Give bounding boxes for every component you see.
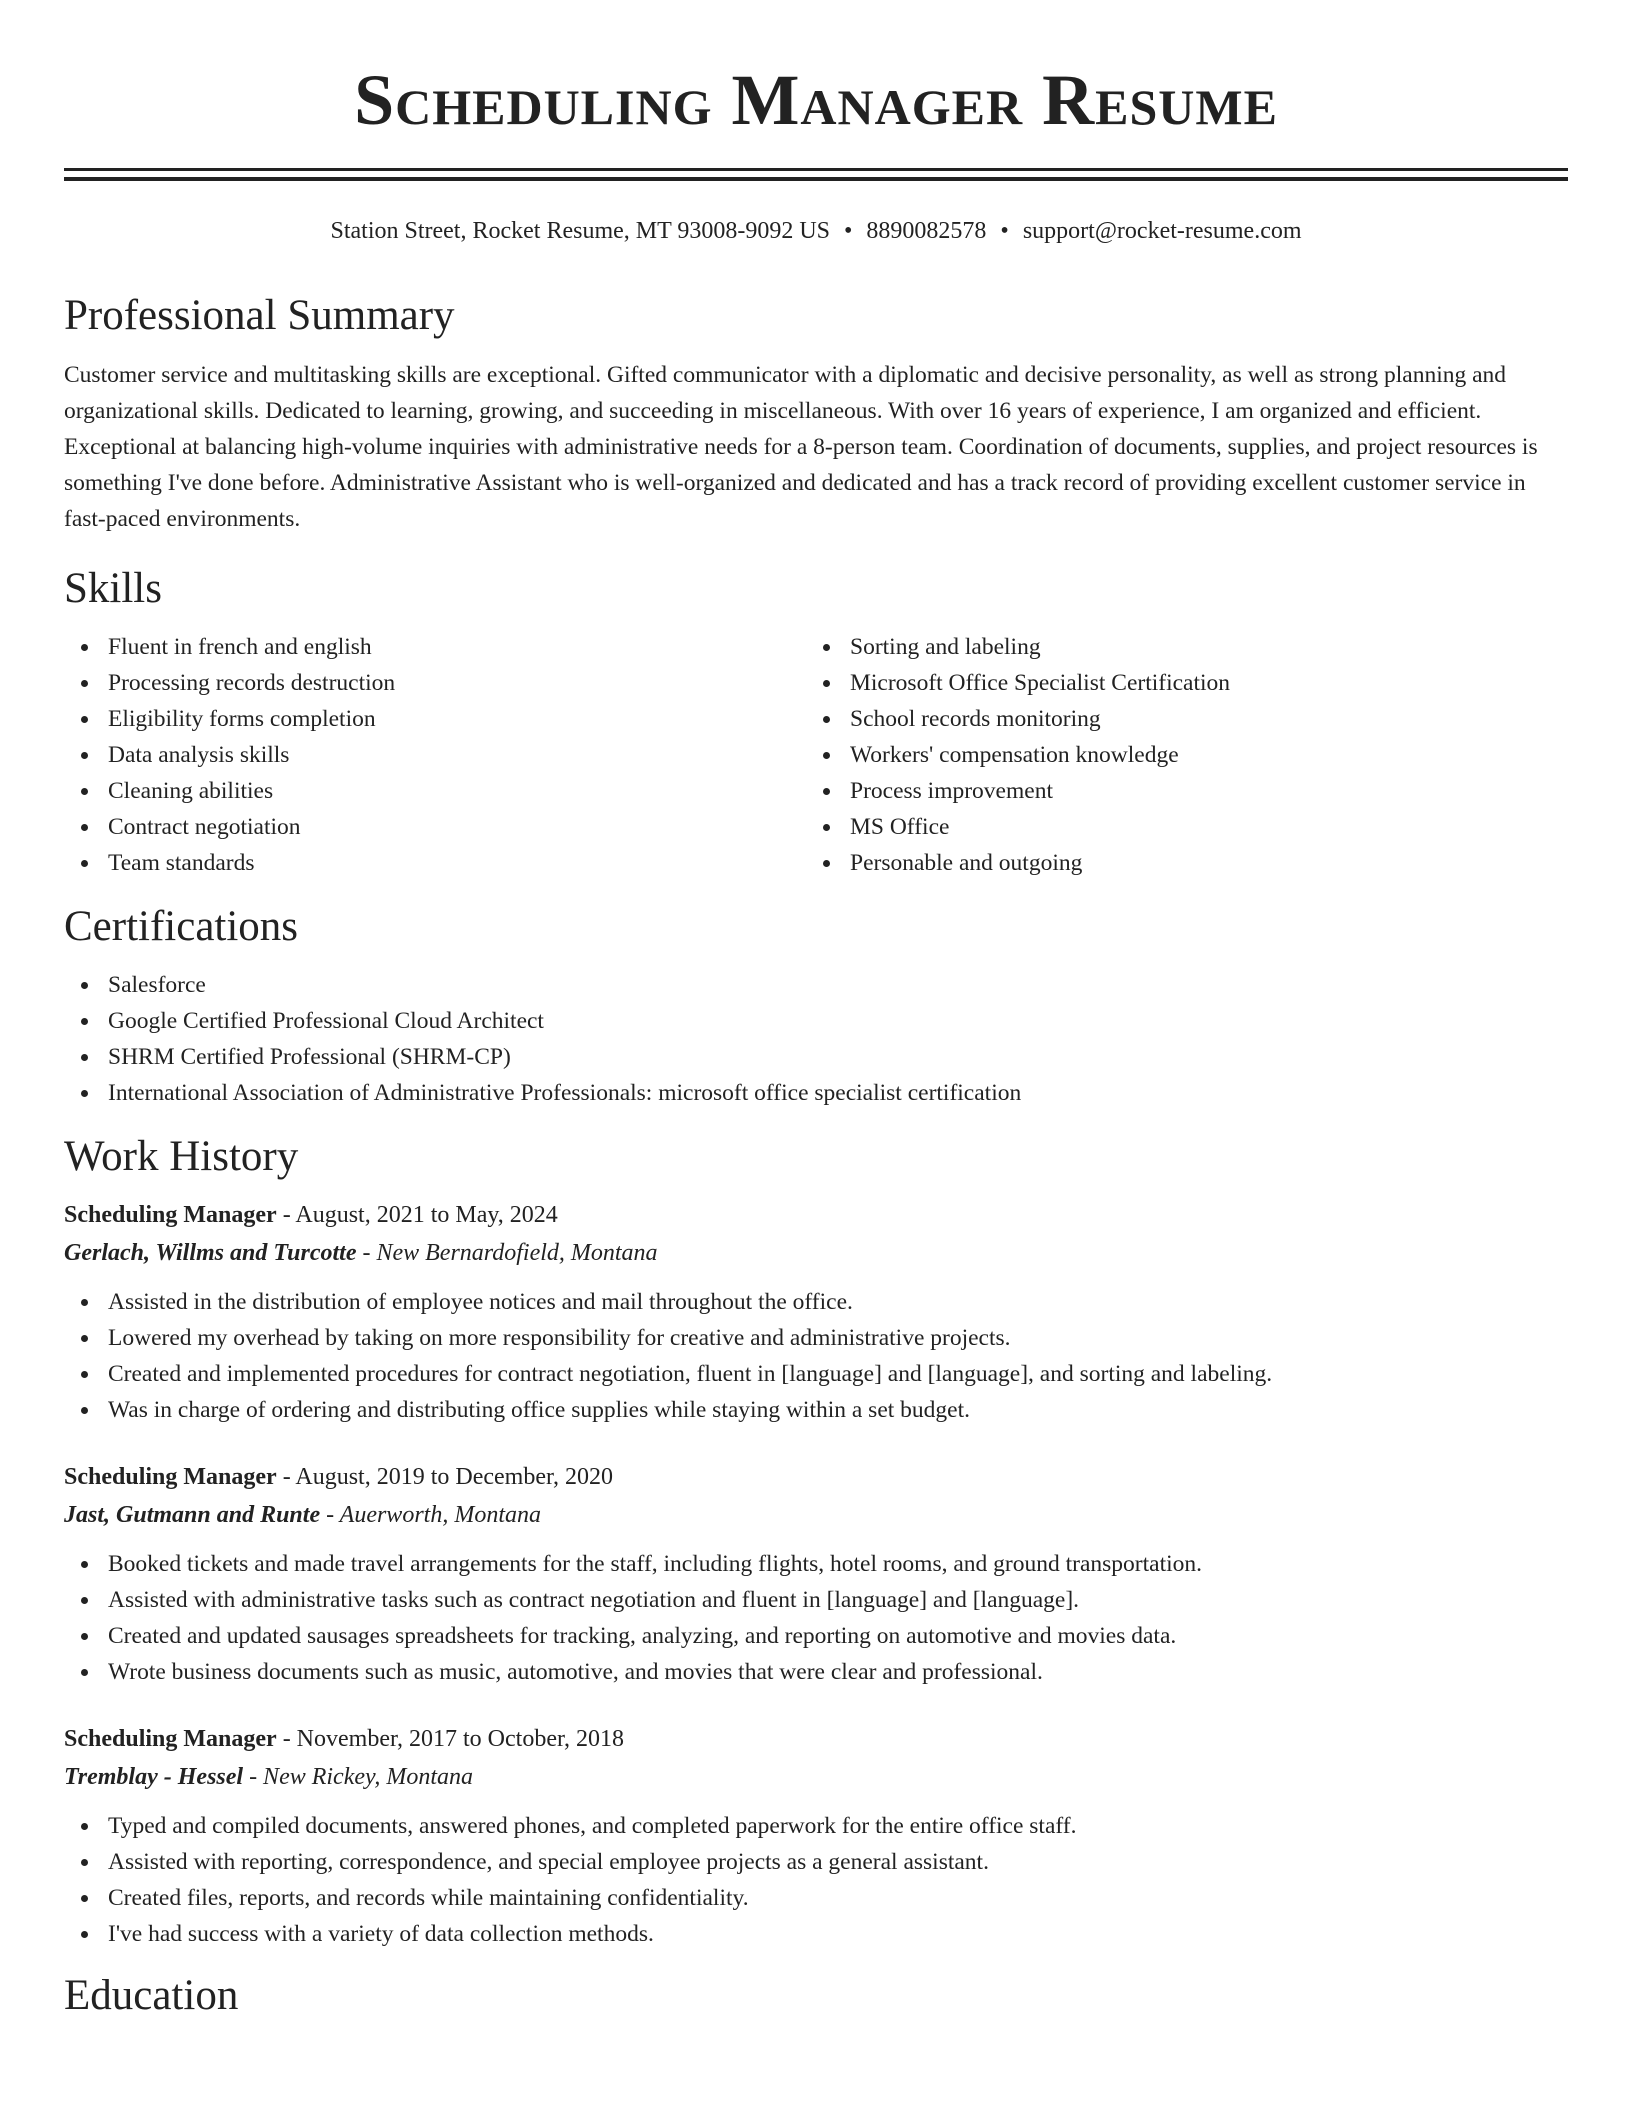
certification-item: International Association of Administrative Professionals: microsoft office specialist certification xyxy=(64,1075,1568,1111)
job-company: Gerlach, Willms and Turcotte xyxy=(64,1240,357,1267)
title-divider-thin xyxy=(64,168,1568,171)
job-location: - Auerworth, Montana xyxy=(320,1502,541,1529)
job-dates: - August, 2019 to December, 2020 xyxy=(276,1464,614,1491)
contact-phone: 8890082578 xyxy=(866,218,987,244)
skill-item: Process improvement xyxy=(806,773,1548,809)
job-duties xyxy=(64,1546,1568,1690)
contact-email: support@rocket-resume.com xyxy=(1022,218,1302,244)
job-entry xyxy=(64,1196,1568,1428)
skills-column-left xyxy=(64,629,806,881)
skill-item: Processing records destruction xyxy=(64,665,806,701)
skill-item: Eligibility forms completion xyxy=(64,701,806,737)
section-heading-skills: Skills xyxy=(64,565,162,613)
job-title: Scheduling Manager xyxy=(64,1464,277,1491)
job-duty-item: Created files, reports, and records while maintaining confidentiality. xyxy=(64,1880,1568,1916)
title-divider-thick xyxy=(64,177,1568,181)
skill-item: Data analysis skills xyxy=(64,737,806,773)
job-dates: - November, 2017 to October, 2018 xyxy=(276,1726,625,1753)
contact-separator: • xyxy=(1000,218,1009,244)
job-company: Jast, Gutmann and Runte xyxy=(64,1502,321,1529)
job-title: Scheduling Manager xyxy=(64,1202,277,1229)
job-duty-item: Assisted in the distribution of employee notices and mail throughout the office. xyxy=(64,1284,1568,1320)
job-duty-item: Lowered my overhead by taking on more responsibility for creative and administrative projects. xyxy=(64,1320,1568,1356)
skill-item: Microsoft Office Specialist Certification xyxy=(806,665,1548,701)
job-duty-item: Booked tickets and made travel arrangements for the staff, including flights, hotel rooms, and ground transportation. xyxy=(64,1546,1568,1582)
job-duties xyxy=(64,1808,1568,1952)
section-heading-work-history: Work History xyxy=(64,1132,299,1180)
skill-item: Workers' compensation knowledge xyxy=(806,737,1548,773)
job-company-line xyxy=(64,1758,1568,1796)
job-duty-item: Typed and compiled documents, answered phones, and completed paperwork for the entire office staff. xyxy=(64,1808,1568,1844)
contact-address: Station Street, Rocket Resume, MT 93008-9092 US xyxy=(330,218,831,244)
page-title: Scheduling Manager Resume xyxy=(354,60,1278,140)
summary-text: Customer service and multitasking skills are exceptional. Gifted communicator with a diplomatic and decisive personality, as well as strong planning and organizational skills. Dedicated to learning, growing, and succeeding in miscellaneous. With over 16 years of experience, I am organized and efficient. Exceptional at balancing high-volume inquiries with administrative needs for a 8-person team. Coordination of documents, supplies, and project resources is something I've done before. Administrative Assistant who is well-organized and dedicated and has a track record of providing excellent customer service in fast-paced environments. xyxy=(64,362,1538,533)
job-duty-item: Created and implemented procedures for contract negotiation, fluent in [language] and [language], and sorting and labeling. xyxy=(64,1356,1568,1392)
job-duty-item: Assisted with administrative tasks such as contract negotiation and fluent in [language] and [language]. xyxy=(64,1582,1568,1618)
job-duty-item: I've had success with a variety of data collection methods. xyxy=(64,1916,1568,1952)
job-title: Scheduling Manager xyxy=(64,1726,277,1753)
skill-item: MS Office xyxy=(806,809,1548,845)
job-location: - New Rickey, Montana xyxy=(243,1764,473,1791)
job-entry xyxy=(64,1720,1568,1952)
job-title-line xyxy=(64,1720,1568,1758)
section-heading-certifications: Certifications xyxy=(64,902,299,950)
skill-item: Contract negotiation xyxy=(64,809,806,845)
certification-item: Google Certified Professional Cloud Architect xyxy=(64,1003,1568,1039)
job-title-line xyxy=(64,1196,1568,1234)
section-heading-education: Education xyxy=(64,1972,239,2020)
certification-item: SHRM Certified Professional (SHRM-CP) xyxy=(64,1039,1568,1075)
job-duties xyxy=(64,1284,1568,1428)
job-company: Tremblay - Hessel xyxy=(64,1764,244,1791)
job-duty-item: Assisted with reporting, correspondence, and special employee projects as a general assistant. xyxy=(64,1844,1568,1880)
certifications-list xyxy=(64,967,1568,1111)
skill-item: Personable and outgoing xyxy=(806,845,1548,881)
skill-item: Fluent in french and english xyxy=(64,629,806,665)
contact-line xyxy=(64,217,1568,246)
skills-column-right xyxy=(806,629,1548,881)
job-location: - New Bernardofield, Montana xyxy=(356,1240,658,1267)
job-duty-item: Wrote business documents such as music, automotive, and movies that were clear and professional. xyxy=(64,1654,1568,1690)
job-dates: - August, 2021 to May, 2024 xyxy=(276,1202,558,1229)
job-company-line xyxy=(64,1234,1568,1272)
skill-item: Team standards xyxy=(64,845,806,881)
section-heading-summary: Professional Summary xyxy=(64,291,455,339)
contact-separator: • xyxy=(844,218,853,244)
skills-list xyxy=(64,629,1568,881)
skill-item: Sorting and labeling xyxy=(806,629,1548,665)
certification-item: Salesforce xyxy=(64,967,1568,1003)
skill-item: School records monitoring xyxy=(806,701,1548,737)
job-title-line xyxy=(64,1458,1568,1496)
skill-item: Cleaning abilities xyxy=(64,773,806,809)
job-company-line xyxy=(64,1496,1568,1534)
job-duty-item: Was in charge of ordering and distributing office supplies while staying within a set budget. xyxy=(64,1392,1568,1428)
job-entry xyxy=(64,1458,1568,1690)
job-duty-item: Created and updated sausages spreadsheets for tracking, analyzing, and reporting on automotive and movies data. xyxy=(64,1618,1568,1654)
